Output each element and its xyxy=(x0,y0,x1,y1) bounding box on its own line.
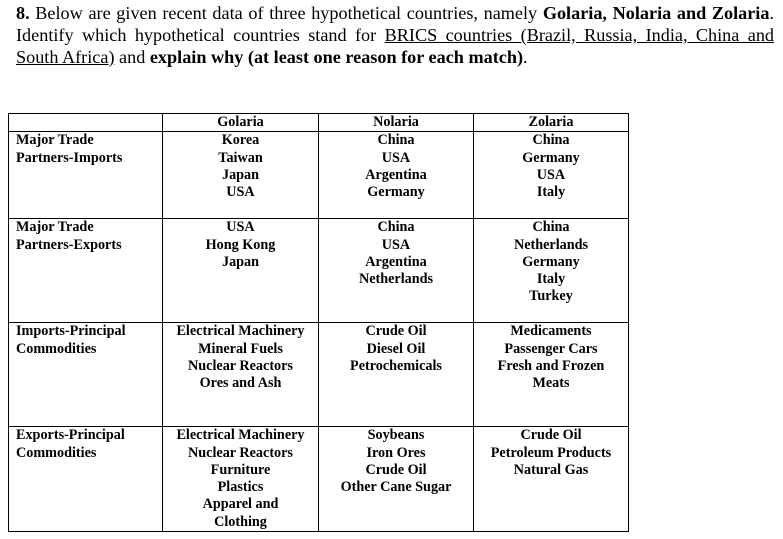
table-cell xyxy=(319,219,474,323)
cell-entry: Diesel Oil xyxy=(366,340,426,357)
cell-entry: China xyxy=(532,219,570,236)
cell-entry: Mineral Fuels xyxy=(198,340,283,357)
cell-entry: Electrical Machinery xyxy=(176,323,305,340)
question-number: 8. xyxy=(16,3,30,23)
table-cell xyxy=(163,427,319,532)
table-header-row xyxy=(9,114,629,132)
cell-entry: Crude Oil xyxy=(365,461,427,478)
question-end: . xyxy=(523,47,528,67)
cell-entry: Iron Ores xyxy=(366,444,426,461)
cell-entry: Petrochemicals xyxy=(350,357,442,374)
row-label-line: Commodities xyxy=(16,444,97,461)
cell-entry: Plastics xyxy=(217,479,264,496)
cell-entry: Japan xyxy=(221,253,260,270)
brics-definition: BRICS countries (Brazil, Russia, India, China and South Africa) xyxy=(16,25,775,67)
cell-entry: USA xyxy=(226,184,255,201)
country-names: Golaria, Nolaria and Zolaria xyxy=(542,3,770,23)
row-label-cell xyxy=(9,427,163,532)
cell-entry: Other Cane Sugar xyxy=(340,479,452,496)
row-label-line: Major Trade xyxy=(16,219,94,236)
cell-entry: Germany xyxy=(367,184,425,201)
cell-entry: USA xyxy=(381,149,411,166)
cell-entry: Soybeans xyxy=(367,427,425,444)
cell-entry: Furniture xyxy=(210,461,271,478)
table-cell xyxy=(319,132,474,219)
cell-entry: Crude Oil xyxy=(520,427,582,444)
cell-entry: Netherlands xyxy=(513,236,589,253)
cell-entry: Italy xyxy=(536,271,566,288)
header-cell-golaria: Golaria xyxy=(163,114,319,132)
cell-entry: Germany xyxy=(522,149,580,166)
cell-entry: Netherlands xyxy=(358,271,434,288)
row-label-line: Imports-Principal xyxy=(16,323,126,340)
question-text xyxy=(16,2,774,68)
question-mid1: . Identify which hypothetical countries stand for xyxy=(16,3,774,45)
cell-entry: Hong Kong xyxy=(205,236,276,253)
cell-entry: Clothing xyxy=(214,513,267,530)
table-cell xyxy=(163,219,319,323)
cell-entry: USA xyxy=(536,166,566,183)
cell-entry: Apparel and xyxy=(202,496,279,513)
table-cell xyxy=(474,323,629,427)
country-data-table xyxy=(8,113,629,532)
question-intro: Below are given recent data of three hypothetical countries, namely xyxy=(35,3,538,23)
row-label-cell xyxy=(9,323,163,427)
table-row xyxy=(9,427,629,532)
row-label-line: Partners-Exports xyxy=(16,236,122,253)
cell-entry: Passenger Cars xyxy=(504,340,598,357)
table-cell xyxy=(474,219,629,323)
cell-entry: USA xyxy=(226,219,255,236)
cell-entry: Germany xyxy=(522,253,580,270)
row-label-line: Major Trade xyxy=(16,132,94,149)
table-row xyxy=(9,219,629,323)
cell-entry: Petroleum Products xyxy=(490,444,612,461)
question-task: explain why (at least one reason for each match) xyxy=(149,47,524,67)
header-cell-empty xyxy=(9,114,163,132)
table-row xyxy=(9,132,629,219)
table-cell xyxy=(474,132,629,219)
cell-entry: Ores and Ash xyxy=(199,375,282,392)
row-label-cell xyxy=(9,132,163,219)
cell-entry: Meats xyxy=(532,375,570,392)
table-cell xyxy=(474,427,629,532)
cell-entry: Nuclear Reactors xyxy=(188,357,293,374)
cell-entry: Fresh and Frozen xyxy=(497,357,605,374)
table-cell xyxy=(319,323,474,427)
cell-entry: Argentina xyxy=(365,166,427,183)
cell-entry: Natural Gas xyxy=(513,461,589,478)
row-label-line: Commodities xyxy=(16,340,97,357)
table-cell xyxy=(163,132,319,219)
row-label-line: Exports-Principal xyxy=(16,427,125,444)
cell-entry: Crude Oil xyxy=(365,323,427,340)
cell-entry: Nuclear Reactors xyxy=(188,444,293,461)
cell-entry: Korea xyxy=(221,132,260,149)
cell-entry: China xyxy=(377,132,415,149)
row-label-cell xyxy=(9,219,163,323)
cell-entry: Argentina xyxy=(365,253,427,270)
cell-entry: Italy xyxy=(536,184,566,201)
cell-entry: Taiwan xyxy=(218,149,263,166)
cell-entry: Electrical Machinery xyxy=(176,427,305,444)
header-cell-zolaria: Zolaria xyxy=(474,114,629,132)
table-row xyxy=(9,323,629,427)
table-cell xyxy=(163,323,319,427)
cell-entry: Turkey xyxy=(529,288,573,305)
cell-entry: Japan xyxy=(221,166,260,183)
table-cell xyxy=(319,427,474,532)
question-mid2: and xyxy=(119,47,146,67)
cell-entry: USA xyxy=(381,236,411,253)
row-label-line: Partners-Imports xyxy=(16,149,123,166)
cell-entry: China xyxy=(377,219,415,236)
header-cell-nolaria: Nolaria xyxy=(319,114,474,132)
cell-entry: China xyxy=(532,132,570,149)
cell-entry: Medicaments xyxy=(510,323,592,340)
